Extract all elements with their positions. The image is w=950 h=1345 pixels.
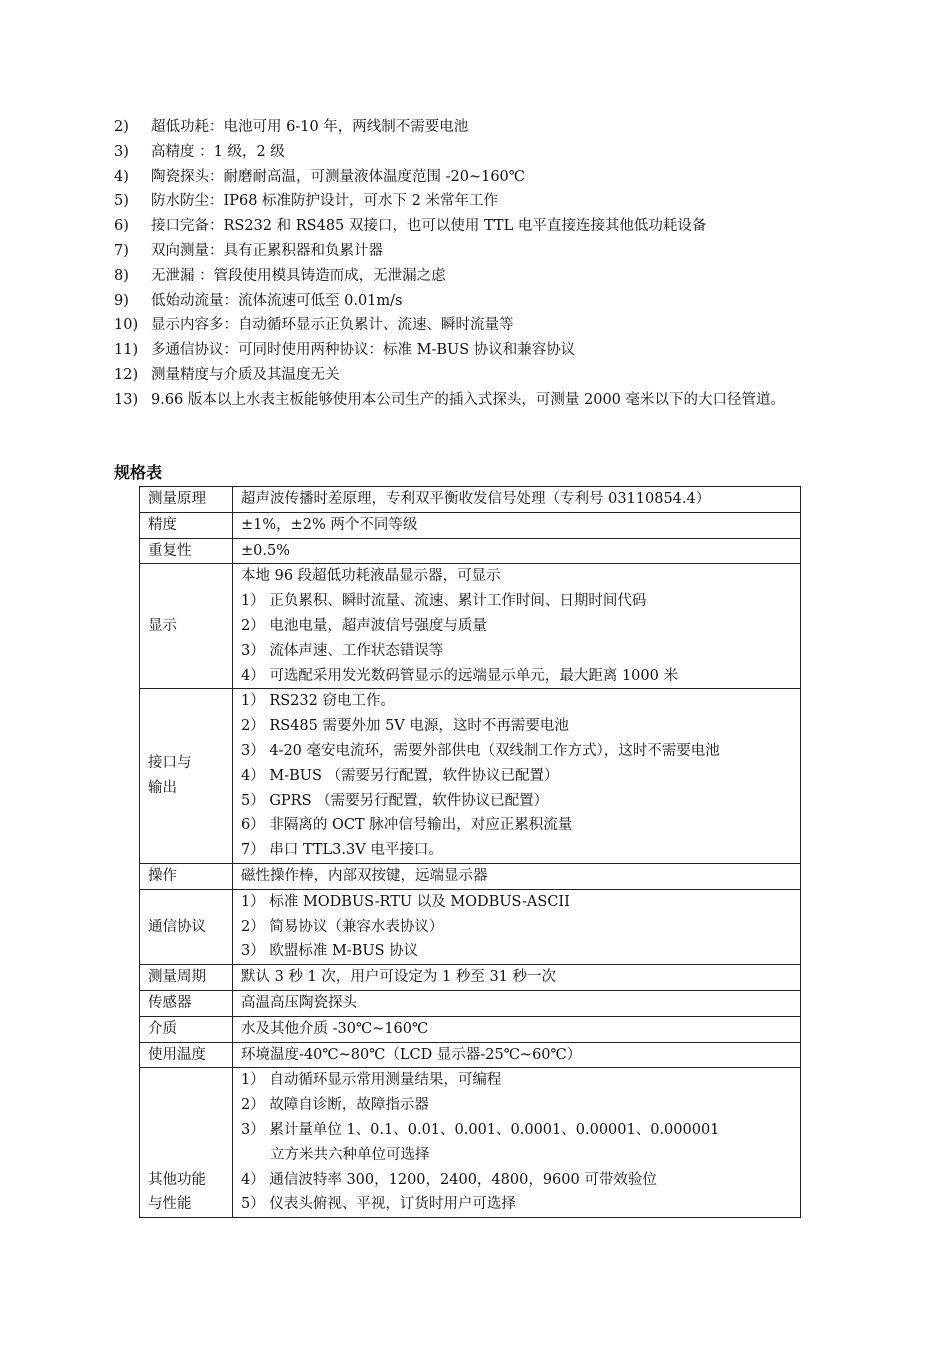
feature-number: 13) <box>114 391 139 408</box>
spec-value-line: 6） 非隔离的 OCT 脉冲信号输出，对应正累积流量 <box>241 817 573 834</box>
spec-heading: 规格表 <box>114 463 163 482</box>
feature-item <box>114 363 844 388</box>
spec-value-line: 5） GPRS （需要另行配置，软件协议已配置） <box>241 792 549 809</box>
spec-value <box>233 965 801 991</box>
feature-number: 3) <box>114 143 129 160</box>
spec-value-line: 1） 自动循环显示常用测量结果，可编程 <box>241 1072 502 1089</box>
feature-text: 双向测量：具有正累积器和负累计器 <box>151 242 383 259</box>
feature-text: 测量精度与介质及其温度无关 <box>151 366 340 383</box>
feature-item <box>114 189 844 214</box>
feature-number: 2) <box>114 119 129 135</box>
feature-text: 显示内容多：自动循环显示正负累计、流速、瞬时流量等 <box>151 317 514 334</box>
spec-value <box>233 1016 801 1042</box>
feature-item <box>114 338 844 363</box>
spec-label: 通信协议 <box>140 889 233 964</box>
feature-text: 9.66 版本以上水表主板能够使用本公司生产的插入式探头，可测量 2000 毫米以下的大口径管道。 <box>151 391 786 408</box>
spec-value <box>233 564 801 689</box>
spec-value <box>233 512 801 538</box>
feature-number: 4) <box>114 168 129 185</box>
feature-text: 无泄漏 ：管段使用模具铸造而成，无泄漏之虑 <box>151 267 446 284</box>
spec-label-line: 其他功能 <box>148 1171 206 1188</box>
spec-label <box>140 1068 233 1218</box>
spec-row-accuracy <box>140 512 801 538</box>
spec-value <box>233 538 801 564</box>
spec-label: 传感器 <box>140 990 233 1016</box>
feature-list <box>114 115 844 413</box>
spec-value-line: 立方米共六种单位可选择 <box>270 1146 430 1163</box>
spec-row-sensor <box>140 990 801 1016</box>
spec-value-line: 7） 串口 TTL3.3V 电平接口。 <box>241 842 443 859</box>
feature-item <box>114 289 844 314</box>
feature-item <box>114 140 844 165</box>
feature-number: 9) <box>114 292 129 309</box>
spec-value-text: 默认 3 秒 1 次，用户可设定为 1 秒至 31 秒一次 <box>241 969 556 986</box>
feature-text: 低始动流量：流体流速可低至 0.01m/s <box>151 292 403 309</box>
spec-label-line: 与性能 <box>148 1196 192 1213</box>
feature-number: 12) <box>114 366 139 383</box>
spec-value-line: 2） 故障自诊断，故障指示器 <box>241 1097 429 1114</box>
spec-value <box>233 1042 801 1068</box>
feature-item <box>114 165 844 190</box>
spec-value <box>233 990 801 1016</box>
spec-row-medium <box>140 1016 801 1042</box>
spec-label: 测量原理 <box>140 487 233 513</box>
spec-label: 操作 <box>140 863 233 889</box>
spec-value-line: 3） 累计量单位 1、0.1、0.01、0.001、0.0001、0.00001、0.000001 <box>241 1121 720 1138</box>
feature-text: 超低功耗：电池可用 6-10 年，两线制不需要电池 <box>151 119 469 135</box>
spec-value <box>233 689 801 864</box>
spec-value <box>233 889 801 964</box>
spec-label <box>140 689 233 864</box>
spec-value-line: 1） RS232 窃电工作。 <box>241 693 395 710</box>
spec-row-principle <box>140 487 801 513</box>
spec-value-text: ±1%，±2% 两个不同等级 <box>241 516 418 533</box>
feature-text: 多通信协议：可同时使用两种协议：标准 M-BUS 协议和兼容协议 <box>151 342 576 359</box>
feature-number: 7) <box>114 242 129 259</box>
spec-value-line: 2） 电池电量，超声波信号强度与质量 <box>241 617 487 634</box>
feature-number: 6) <box>114 218 129 235</box>
spec-row-protocol <box>140 889 801 964</box>
spec-value-text: 高温高压陶瓷探头 <box>241 994 357 1011</box>
spec-row-io <box>140 689 801 864</box>
spec-label-line: 接口与 <box>148 755 192 772</box>
spec-row-display <box>140 564 801 689</box>
feature-number: 11) <box>114 342 139 359</box>
spec-row-period <box>140 965 801 991</box>
spec-label: 重复性 <box>140 538 233 564</box>
spec-value-line: 4） 通信波特率 300，1200，2400，4800，9600 可带效验位 <box>241 1171 657 1188</box>
feature-number: 10) <box>114 317 139 334</box>
spec-value-text: 超声波传播时差原理，专利双平衡收发信号处理（专利号 03110854.4） <box>241 491 711 507</box>
feature-item <box>114 388 844 413</box>
spec-label: 使用温度 <box>140 1042 233 1068</box>
spec-label: 精度 <box>140 512 233 538</box>
spec-value-line: 3） 4-20 毫安电流环，需要外部供电（双线制工作方式），这时不需要电池 <box>241 742 720 759</box>
spec-value-line: 4） 可选配采用发光数码管显示的远端显示单元，最大距离 1000 米 <box>241 667 678 684</box>
feature-text: 高精度 ：1 级，2 级 <box>151 143 285 160</box>
spec-label: 显示 <box>140 564 233 689</box>
spec-label: 测量周期 <box>140 965 233 991</box>
spec-value-text: 环境温度-40℃~80℃（LCD 显示器-25℃~60℃） <box>241 1046 582 1063</box>
feature-item <box>114 239 844 264</box>
spec-value <box>233 863 801 889</box>
spec-row-temperature <box>140 1042 801 1068</box>
spec-value-line: 3） 流体声速、工作状态错误等 <box>241 642 444 659</box>
feature-item <box>114 264 844 289</box>
spec-value-line: 2） RS485 需要外加 5V 电源，这时不再需要电池 <box>241 718 569 735</box>
feature-number: 5) <box>114 193 129 210</box>
feature-item <box>114 214 844 239</box>
spec-value-line: 5） 仪表头俯视、平视，订货时用户可选择 <box>241 1196 516 1213</box>
spec-value-text: 水及其他介质 -30℃~160℃ <box>241 1020 429 1037</box>
spec-value <box>233 1068 801 1218</box>
spec-table <box>139 486 801 1218</box>
feature-item <box>114 313 844 338</box>
spec-row-repeatability <box>140 538 801 564</box>
spec-value-text: 磁性操作棒，内部双按键，远端显示器 <box>241 867 488 884</box>
spec-label-line: 输出 <box>148 780 177 797</box>
spec-value-line: 1） 标准 MODBUS-RTU 以及 MODBUS-ASCII <box>241 893 570 910</box>
spec-value-line: 2） 简易协议（兼容水表协议） <box>241 918 444 935</box>
feature-text: 防水防尘：IP68 标准防护设计，可水下 2 米常年工作 <box>151 193 498 210</box>
spec-row-operation <box>140 863 801 889</box>
spec-value-line: 4） M-BUS （需要另行配置，软件协议已配置） <box>241 767 559 784</box>
feature-text: 陶瓷探头：耐磨耐高温，可测量液体温度范围 -20~160℃ <box>151 168 526 185</box>
feature-item <box>114 115 844 140</box>
spec-row-other <box>140 1068 801 1218</box>
spec-value <box>233 487 801 513</box>
spec-value-line: 1） 正负累积、瞬时流量、流速、累计工作时间、日期时间代码 <box>241 593 647 610</box>
feature-text: 接口完备：RS232 和 RS485 双接口，也可以使用 TTL 电平直接连接其他低功耗设备 <box>151 218 707 235</box>
spec-value-line: 3） 欧盟标准 M-BUS 协议 <box>241 943 419 960</box>
spec-label: 介质 <box>140 1016 233 1042</box>
spec-value-line: 本地 96 段超低功耗液晶显示器，可显示 <box>241 568 501 585</box>
spec-value-text: ±0.5% <box>241 542 290 559</box>
feature-number: 8) <box>114 267 129 284</box>
